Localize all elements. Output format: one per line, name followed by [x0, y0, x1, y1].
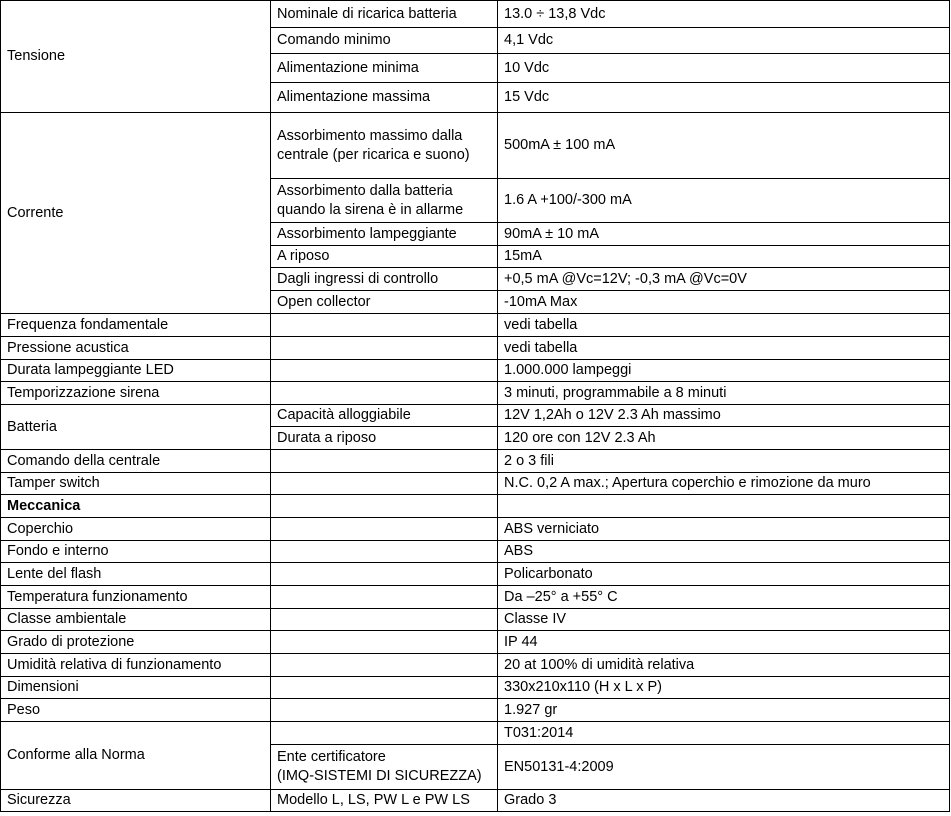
value-cell: ABS verniciato	[498, 518, 950, 541]
value-cell: 3 minuti, programmabile a 8 minuti	[498, 382, 950, 405]
table-row	[1, 677, 950, 699]
sub-label-line: (IMQ-SISTEMI DI SICUREZZA)	[277, 768, 482, 784]
value-cell: -10mA Max	[498, 291, 950, 314]
empty-cell	[271, 337, 498, 360]
value-cell: 20 at 100% di umidità relativa	[498, 654, 950, 677]
empty-cell	[271, 450, 498, 473]
value-cell: 15mA	[498, 246, 950, 268]
row-label: Durata lampeggiante LED	[1, 360, 271, 382]
empty-cell	[271, 360, 498, 382]
value-cell: ABS	[498, 541, 950, 563]
sub-label: Alimentazione minima	[271, 54, 498, 83]
table-row	[1, 1, 950, 28]
value-cell: T031:2014	[498, 722, 950, 745]
value-cell: 500mA ± 100 mA	[498, 113, 950, 179]
table-row	[1, 586, 950, 609]
sub-label: Assorbimento lampeggiante	[271, 223, 498, 246]
sub-label: Durata a riposo	[271, 427, 498, 450]
row-label: Peso	[1, 699, 271, 722]
sub-label: Assorbimento massimo dalla centrale (per ricarica e suono)	[271, 113, 498, 179]
table-row	[1, 495, 950, 518]
table-row	[1, 360, 950, 382]
empty-cell	[271, 563, 498, 586]
table-row	[1, 699, 950, 722]
empty-cell	[271, 518, 498, 541]
row-label: Grado di protezione	[1, 631, 271, 654]
row-label: Conforme alla Norma	[1, 722, 271, 790]
value-cell: 1.927 gr	[498, 699, 950, 722]
row-label: Classe ambientale	[1, 609, 271, 631]
empty-cell	[271, 314, 498, 337]
value-cell: EN50131-4:2009	[498, 745, 950, 790]
value-cell: 12V 1,2Ah o 12V 2.3 Ah massimo	[498, 405, 950, 427]
empty-cell	[271, 586, 498, 609]
table-row	[1, 631, 950, 654]
value-cell: N.C. 0,2 A max.; Apertura coperchio e rimozione da muro	[498, 473, 950, 495]
value-cell: 120 ore con 12V 2.3 Ah	[498, 427, 950, 450]
table-row	[1, 654, 950, 677]
value-cell: IP 44	[498, 631, 950, 654]
table-row	[1, 405, 950, 427]
value-cell: 2 o 3 fili	[498, 450, 950, 473]
row-label: Tensione	[1, 1, 271, 113]
row-label: Umidità relativa di funzionamento	[1, 654, 271, 677]
empty-cell	[271, 541, 498, 563]
sub-label: Comando minimo	[271, 28, 498, 54]
sub-label: Open collector	[271, 291, 498, 314]
value-cell: 1.000.000 lampeggi	[498, 360, 950, 382]
row-label: Temporizzazione sirena	[1, 382, 271, 405]
row-label: Pressione acustica	[1, 337, 271, 360]
sub-label: A riposo	[271, 246, 498, 268]
value-cell: 90mA ± 10 mA	[498, 223, 950, 246]
table-row	[1, 722, 950, 745]
empty-cell	[271, 722, 498, 745]
table-row	[1, 790, 950, 812]
table-row	[1, 473, 950, 495]
table-row	[1, 518, 950, 541]
sub-label: Modello L, LS, PW L e PW LS	[271, 790, 498, 812]
empty-cell	[271, 382, 498, 405]
row-label: Lente del flash	[1, 563, 271, 586]
empty-cell	[271, 495, 498, 518]
table-row	[1, 113, 950, 179]
sub-label	[271, 745, 498, 790]
value-cell: Classe IV	[498, 609, 950, 631]
value-cell: +0,5 mA @Vc=12V; -0,3 mA @Vc=0V	[498, 268, 950, 291]
empty-cell	[271, 699, 498, 722]
sub-label-line: Ente certificatore	[277, 749, 386, 765]
value-cell: vedi tabella	[498, 337, 950, 360]
value-cell: 4,1 Vdc	[498, 28, 950, 54]
row-label: Frequenza fondamentale	[1, 314, 271, 337]
sub-label: Nominale di ricarica batteria	[271, 1, 498, 28]
empty-cell	[271, 473, 498, 495]
empty-cell	[271, 609, 498, 631]
value-cell: 10 Vdc	[498, 54, 950, 83]
value-cell: Grado 3	[498, 790, 950, 812]
row-label: Corrente	[1, 113, 271, 314]
table-row	[1, 314, 950, 337]
value-cell: 330x210x110 (H x L x P)	[498, 677, 950, 699]
row-label: Comando della centrale	[1, 450, 271, 473]
value-cell: Policarbonato	[498, 563, 950, 586]
row-label: Tamper switch	[1, 473, 271, 495]
row-label: Coperchio	[1, 518, 271, 541]
table-row	[1, 450, 950, 473]
section-heading: Meccanica	[1, 495, 271, 518]
row-label: Temperatura funzionamento	[1, 586, 271, 609]
table-row	[1, 337, 950, 360]
value-cell: 13.0 ÷ 13,8 Vdc	[498, 1, 950, 28]
value-cell: Da –25° a +55° C	[498, 586, 950, 609]
value-cell: 1.6 A +100/-300 mA	[498, 179, 950, 223]
table-row	[1, 609, 950, 631]
value-cell: vedi tabella	[498, 314, 950, 337]
value-cell: 15 Vdc	[498, 83, 950, 113]
row-label: Batteria	[1, 405, 271, 450]
sub-label: Dagli ingressi di controllo	[271, 268, 498, 291]
sub-label: Capacità alloggiabile	[271, 405, 498, 427]
sub-label: Assorbimento dalla batteria quando la sirena è in allarme	[271, 179, 498, 223]
row-label: Dimensioni	[1, 677, 271, 699]
empty-cell	[498, 495, 950, 518]
table-row	[1, 563, 950, 586]
sub-label: Alimentazione massima	[271, 83, 498, 113]
empty-cell	[271, 677, 498, 699]
row-label: Fondo e interno	[1, 541, 271, 563]
row-label: Sicurezza	[1, 790, 271, 812]
table-row	[1, 541, 950, 563]
table-row	[1, 382, 950, 405]
empty-cell	[271, 631, 498, 654]
empty-cell	[271, 654, 498, 677]
